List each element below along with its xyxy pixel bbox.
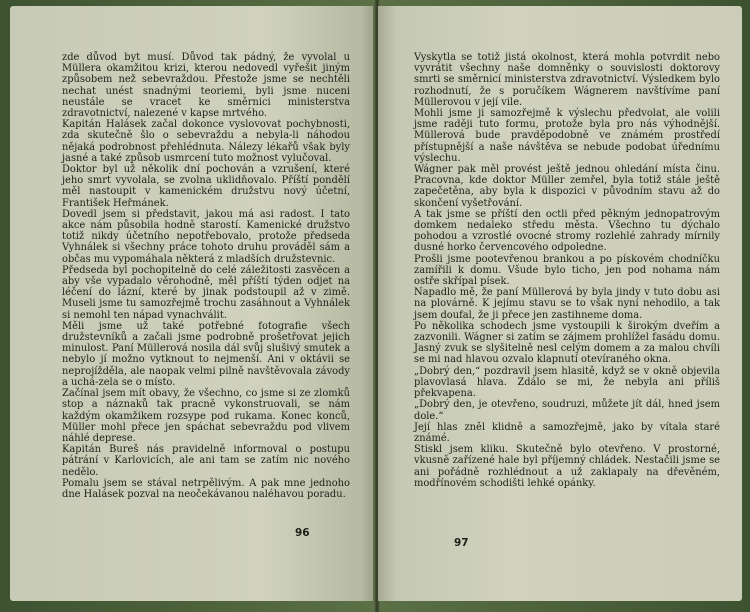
paragraph: Prošli jsme pootevřenou brankou a po pískovém chodníčku zamířili k domu. Všude bylo ticho, jen pod nohama nám ostře skřípal písek. (414, 253, 720, 288)
left-page (10, 6, 376, 601)
right-page (378, 6, 742, 601)
paragraph: Napadlo mě, že paní Müllerová by byla jindy v tuto dobu asi na plovárně. K jejímu stavu se to však nyní nehodilo, a tak jsem doufal, že ji přece jen zastihneme doma. (414, 287, 720, 321)
paragraph: „Dobrý den, je otevřeno, soudruzi, můžete jít dál, hned jsem dole.“ (414, 399, 720, 422)
paragraph: Dovedl jsem si představit, jakou má asi radost. I tato akce nám působila hodně starostí. Kamenické družstvo totiž nikdy účetního nepotřebovalo, protože předseda Vyhnálek si všechny práce tohoto druhu prováděl sám a občas mu vypomáhala některá z mladších družstevnic. (62, 208, 350, 265)
paragraph: Kapitán Bureš nás pravidelně informoval o postupu pátrání v Karlovicích, ale ani tam se zatím nic nového nedělo. (62, 444, 350, 478)
paragraph: Měli jsme už také potřebné fotografie všech družstevníků a začali jsme podrobně prošetřovat jejich minulost. Paní Müllerová nosila dál svůj slušivý smutek a nebylo jí možno vytknout to nejmenší. Ani v oktávii se neprojížděla, ale naopak velmi pilně navštěvovala závody a uchá-zela se o místo. (62, 320, 350, 388)
paragraph: Wágner pak měl provést ještě jednou ohledání místa činu. Pracovna, kde doktor Müller zemřel, byla totiž stále ještě zapečetěna, aby byla k dispozici v původním stavu až do skončení vyšetřování. (414, 164, 720, 209)
paragraph: zde důvod byt musí. Důvod tak pádný, že vyvolal u Müllera okamžitou krizi, kterou nedovedl vyřešit jiným způsobem než sebevraždou. Přestože jsme se nechtěli nechat unést snadnými teoriemi, byli jsme nuceni neustále se vracet ke směrnici ministerstva zdravotnictví, nalezené v kapse mrtvého. (62, 52, 350, 120)
paragraph: Vyskytla se totiž jistá okolnost, která mohla potvrdit nebo vyvrátit všechny naše domněnky o souvislosti doktorovy smrti se směrnicí ministerstva zdravotnictví. Výsledkem bylo rozhodnutí, že s poručíkem Wágnerem navštívíme paní Müllerovou v její vile. (414, 52, 720, 108)
paragraph: Její hlas zněl klidně a samozřejmě, jako by vítala staré známé. (414, 421, 720, 444)
paragraph: Mohli jsme ji samozřejmě k výslechu předvolat, ale volili jsme raději tuto formu, protože byla pro nás výhodnější. Müllerová bude pravděpodobně ve známém prostředí přístupnější a naše návštěva se nebude podobat úřednímu výslechu. (414, 108, 720, 164)
paragraph: A tak jsme se příští den octli před pěkným jednopatrovým domkem nedaleko středu města. Všechno tu dýchalo pohodou a vzrostlé ovocné stromy rozlehlé zahrady mírnily dusné horko červencového odpoledne. (414, 208, 720, 254)
paragraph: Předseda byl pochopitelně do celé záležitosti zasvěcen a aby vše vypadalo věrohodně, měl příští týden odjet na léčení do lázní, které by jinak podstoupil až v zimě. Museli jsme tu samozřejmě trochu zasáhnout a Vyhnálek si nemohl ten nápad vynachválit. (62, 264, 350, 321)
paragraph: „Dobrý den,“ pozdravil jsem hlasitě, když se v okně objevila plavovlasá hlava. Zdálo se mi, že nebyla ani příliš překvapena. (414, 365, 720, 400)
paragraph: Začínal jsem mít obavy, že všechno, co jsme si ze zlomků stop a náznaků tak pracně vykonstruovali, se nám každým okamžikem rozsype pod rukama. Konec konců, Müller mohl přece jen spáchat sebevraždu pod vlivem náhlé deprese. (62, 388, 350, 444)
paragraph: Pomalu jsem se stával netrpělivým. A pak mne jednoho dne Halásek pozval na neočekávanou naléhavou poradu. (62, 477, 350, 500)
paragraph: Doktor byl už několik dní pochován a vzrušení, které jeho smrt vyvolala, se zvolna uklidňovalo. Příští pondělí měl nastoupit v kamenickém družstvu nový účetní, František Heřmánek. (62, 164, 350, 209)
paragraph: Po několika schodech jsme vystoupili k širokým dveřím a zazvonili. Wágner si zatím se zájmem prohlížel fasádu domu. Jasný zvuk se slyšitelně nesl celým domem a za malou chvíli se mi nad hlavou ozvalo klapnutí otevíraného okna. (414, 320, 720, 366)
page-number: 96 (295, 527, 310, 539)
paragraph: Stiskl jsem kliku. Skutečně bylo otevřeno. V prostorné, vkusně zařízené hale byl příjemný chládek. Nestačili jsme se ani pořádně rozhlédnout a už zaklapaly na dřevěném, modřínovém schodišti lehké opánky. (414, 444, 720, 489)
paragraph: Kapitán Halásek začal dokonce vyslovovat pochybnosti, zda skutečně šlo o sebevraždu a nebyla-li náhodou nějaká podrobnost přehlédnuta. Nálezy lékařů však byly jasné a také způsob usmrcení tuto možnost vylučoval. (62, 119, 350, 164)
page-number: 97 (454, 537, 469, 549)
